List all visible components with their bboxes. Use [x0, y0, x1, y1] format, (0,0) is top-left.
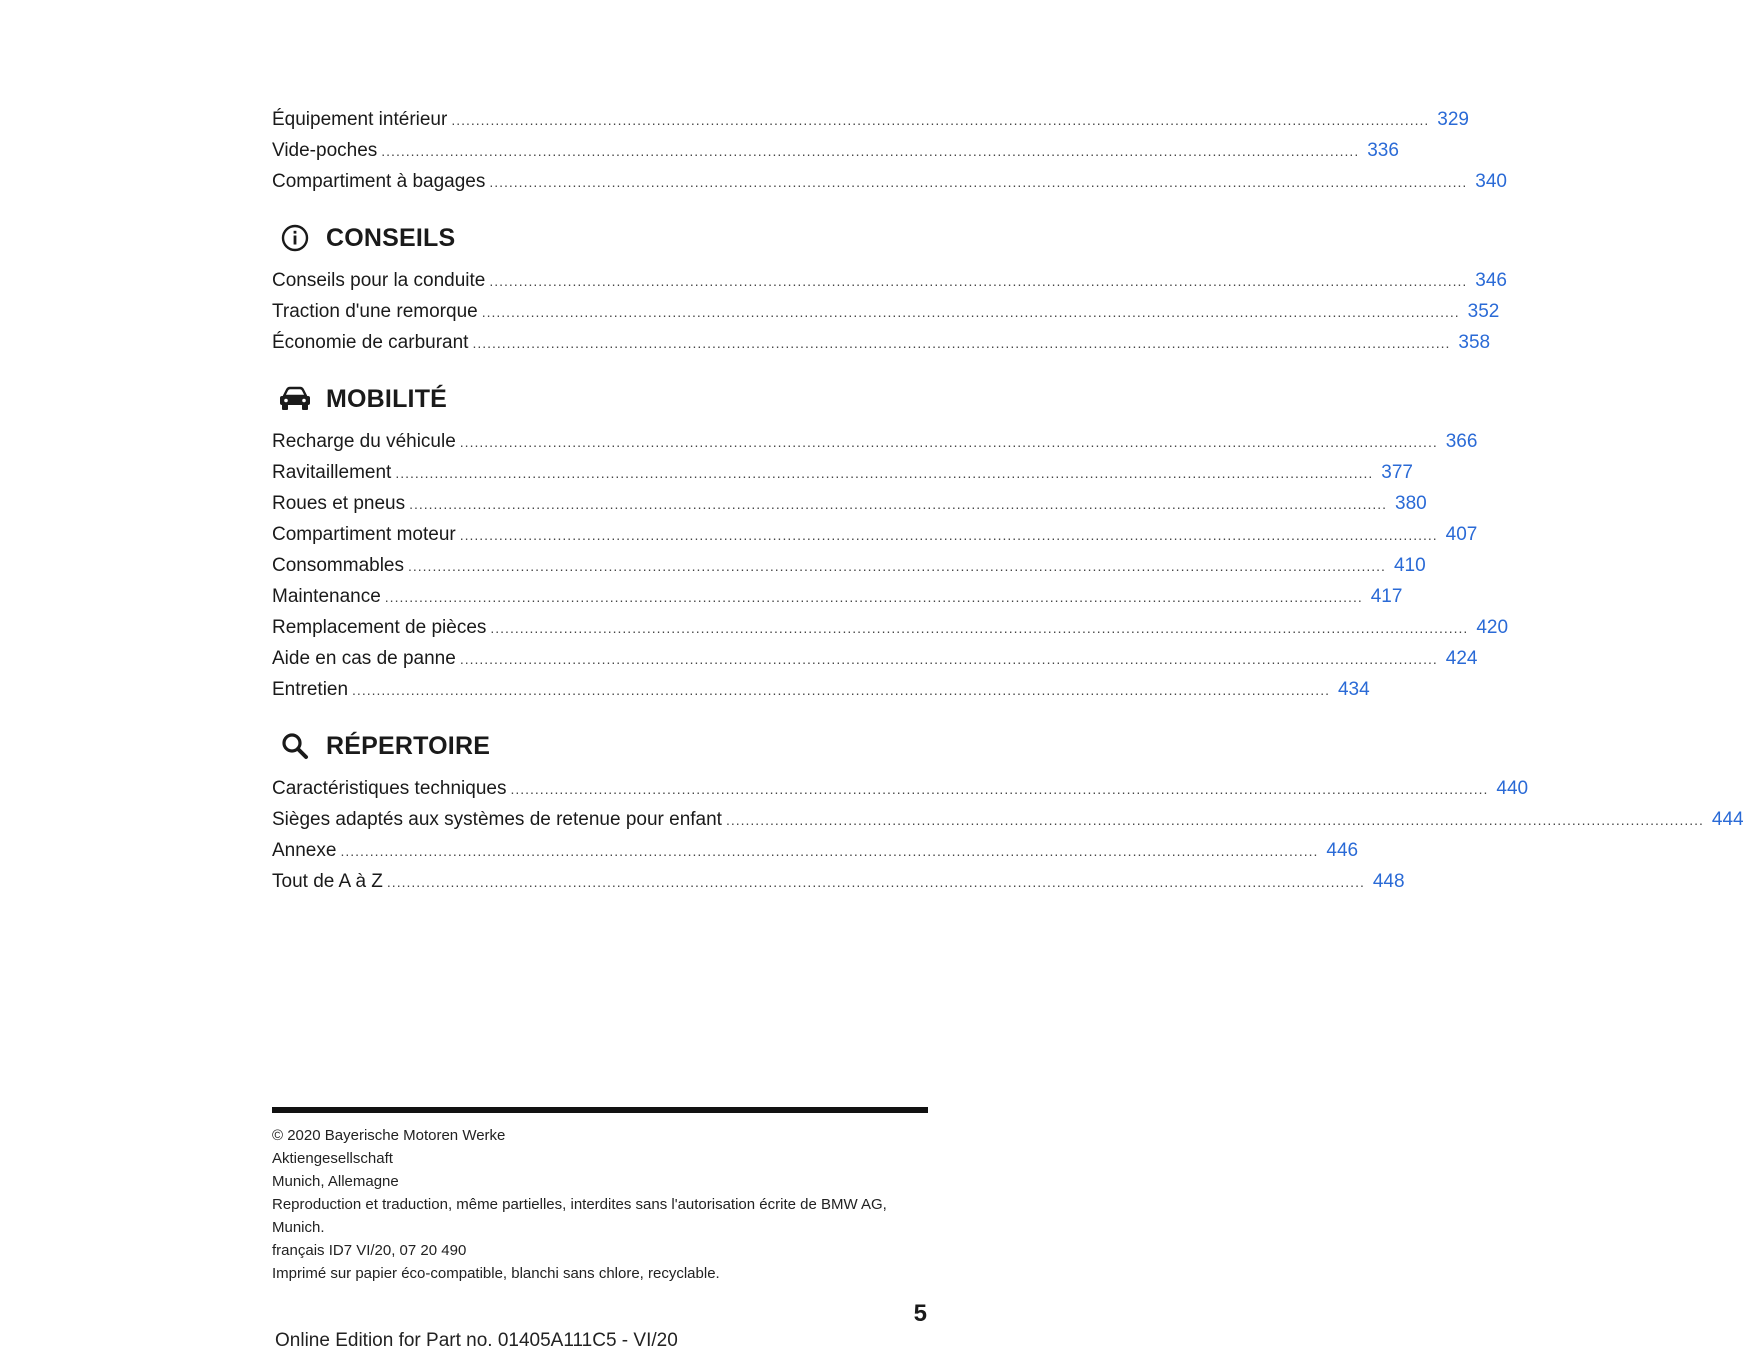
toc-entry-title: Économie de carburant	[272, 332, 469, 353]
dot-leader: ........................................................................................................................................................................................................	[489, 273, 1468, 289]
imprint-line: Munich, Allemagne	[272, 1173, 399, 1190]
dot-leader: ........................................................................................................................................................................................................	[489, 174, 1468, 190]
online-edition-footer: Online Edition for Part no. 01405A111C5 - VI/20	[275, 1330, 678, 1351]
toc-page-link[interactable]: 329	[1437, 109, 1469, 130]
section-heading-conseils	[272, 217, 927, 259]
toc-entry[interactable]	[272, 612, 1509, 643]
section-heading-text: MOBILITÉ	[326, 384, 448, 413]
dot-leader: ........................................................................................................................................................................................................	[384, 589, 1363, 605]
toc-entry-title: Sièges adaptés aux systèmes de retenue pour enfant	[272, 809, 722, 830]
toc-entry-title: Annexe	[272, 840, 337, 861]
dot-leader: ........................................................................................................................................................................................................	[451, 112, 1430, 128]
toc-entry[interactable]	[272, 166, 1507, 197]
section-heading-text: RÉPERTOIRE	[326, 731, 491, 760]
imprint-line: Reproduction et traduction, même partielles, interdites sans l'autorisation écrite de BMW AG,	[272, 1196, 887, 1213]
toc-page-link[interactable]: 358	[1458, 332, 1491, 353]
dot-leader: ........................................................................................................................................................................................................	[725, 812, 1704, 828]
toc-entry[interactable]	[272, 804, 1744, 835]
toc-entry[interactable]	[272, 426, 1478, 457]
car-icon	[274, 378, 316, 420]
toc-page-link[interactable]: 410	[1393, 555, 1426, 576]
toc-entry-title: Recharge du véhicule	[272, 431, 456, 452]
imprint-line: Imprimé sur papier éco-compatible, blanchi sans chlore, recyclable.	[272, 1265, 720, 1282]
info-icon	[274, 217, 316, 259]
imprint-line: © 2020 Bayerische Motoren Werke	[272, 1127, 506, 1144]
section-heading-repertoire	[272, 725, 927, 767]
toc-entry-title: Roues et pneus	[272, 493, 406, 514]
section-heading-mobilite	[272, 378, 927, 420]
toc-entry[interactable]	[272, 265, 1507, 296]
toc-entry-title: Entretien	[272, 679, 349, 700]
dot-leader: ........................................................................................................................................................................................................	[395, 465, 1374, 481]
toc-page-link[interactable]: 346	[1475, 270, 1507, 291]
toc-entry[interactable]	[272, 835, 1359, 866]
dot-leader: ........................................................................................................................................................................................................	[386, 874, 1365, 890]
toc-entry-title: Aide en cas de panne	[272, 648, 456, 669]
toc-entry-title: Tout de A à Z	[272, 871, 383, 892]
table-of-contents	[272, 104, 1744, 897]
toc-page-link[interactable]: 336	[1367, 140, 1399, 161]
toc-page-link[interactable]: 417	[1370, 586, 1403, 607]
search-icon	[274, 725, 316, 767]
toc-entry-title: Vide-poches	[272, 140, 378, 161]
page-number: 5	[913, 1300, 927, 1327]
dot-leader: ........................................................................................................................................................................................................	[409, 496, 1388, 512]
toc-page-link[interactable]: 340	[1475, 171, 1507, 192]
toc-entry[interactable]	[272, 104, 1469, 135]
toc-page-link[interactable]: 407	[1445, 524, 1478, 545]
toc-entry[interactable]	[272, 457, 1413, 488]
toc-entry-title: Caractéristiques techniques	[272, 778, 507, 799]
toc-entry-title: Équipement intérieur	[272, 109, 448, 130]
toc-entry[interactable]	[272, 519, 1478, 550]
toc-entry[interactable]	[272, 643, 1478, 674]
toc-page-link[interactable]: 352	[1467, 301, 1500, 322]
toc-entry-title: Remplacement de pièces	[272, 617, 487, 638]
section-heading-text: CONSEILS	[326, 223, 456, 252]
imprint-block	[272, 1124, 932, 1285]
toc-entry-title: Compartiment à bagages	[272, 171, 486, 192]
toc-entry[interactable]	[272, 327, 1491, 358]
toc-page-link[interactable]: 424	[1445, 648, 1478, 669]
dot-leader: ........................................................................................................................................................................................................	[472, 335, 1451, 351]
dot-leader: ........................................................................................................................................................................................................	[340, 843, 1319, 859]
toc-entry[interactable]	[272, 866, 1405, 897]
imprint-line: français ID7 VI/20, 07 20 490	[272, 1242, 467, 1259]
toc-page-link[interactable]: 377	[1381, 462, 1413, 483]
dot-leader: ........................................................................................................................................................................................................	[352, 682, 1330, 698]
toc-entry[interactable]	[272, 135, 1399, 166]
toc-page-link[interactable]: 420	[1476, 617, 1509, 638]
dot-leader: ........................................................................................................................................................................................................	[459, 527, 1438, 543]
imprint-line: Aktiengesellschaft	[272, 1150, 393, 1167]
toc-entry-title: Maintenance	[272, 586, 381, 607]
dot-leader: ........................................................................................................................................................................................................	[408, 558, 1386, 574]
toc-entry[interactable]	[272, 488, 1427, 519]
dot-leader: ........................................................................................................................................................................................................	[510, 781, 1489, 797]
dot-leader: ........................................................................................................................................................................................................	[481, 304, 1460, 320]
toc-entry-title: Conseils pour la conduite	[272, 270, 486, 291]
toc-entry[interactable]	[272, 296, 1500, 327]
toc-page-link[interactable]: 444	[1711, 809, 1744, 830]
dot-leader: ........................................................................................................................................................................................................	[490, 620, 1469, 636]
toc-entry-title: Compartiment moteur	[272, 524, 456, 545]
toc-entry[interactable]	[272, 674, 1370, 705]
toc-page-link[interactable]: 434	[1337, 679, 1370, 700]
toc-entry-title: Consommables	[272, 555, 404, 576]
toc-entry[interactable]	[272, 550, 1426, 581]
imprint-line: Munich.	[272, 1219, 325, 1236]
dot-leader: ........................................................................................................................................................................................................	[459, 651, 1438, 667]
toc-entry[interactable]	[272, 773, 1529, 804]
toc-page-link[interactable]: 366	[1445, 431, 1478, 452]
toc-entry[interactable]	[272, 581, 1403, 612]
toc-page-link[interactable]: 440	[1496, 778, 1529, 799]
dot-leader: ........................................................................................................................................................................................................	[459, 434, 1438, 450]
dot-leader: ........................................................................................................................................................................................................	[381, 143, 1360, 159]
toc-page-link[interactable]: 448	[1372, 871, 1405, 892]
imprint-divider	[272, 1107, 928, 1113]
toc-page-link[interactable]: 380	[1395, 493, 1427, 514]
toc-entry-title: Ravitaillement	[272, 462, 392, 483]
toc-entry-title: Traction d'une remorque	[272, 301, 478, 322]
toc-page-link[interactable]: 446	[1326, 840, 1359, 861]
